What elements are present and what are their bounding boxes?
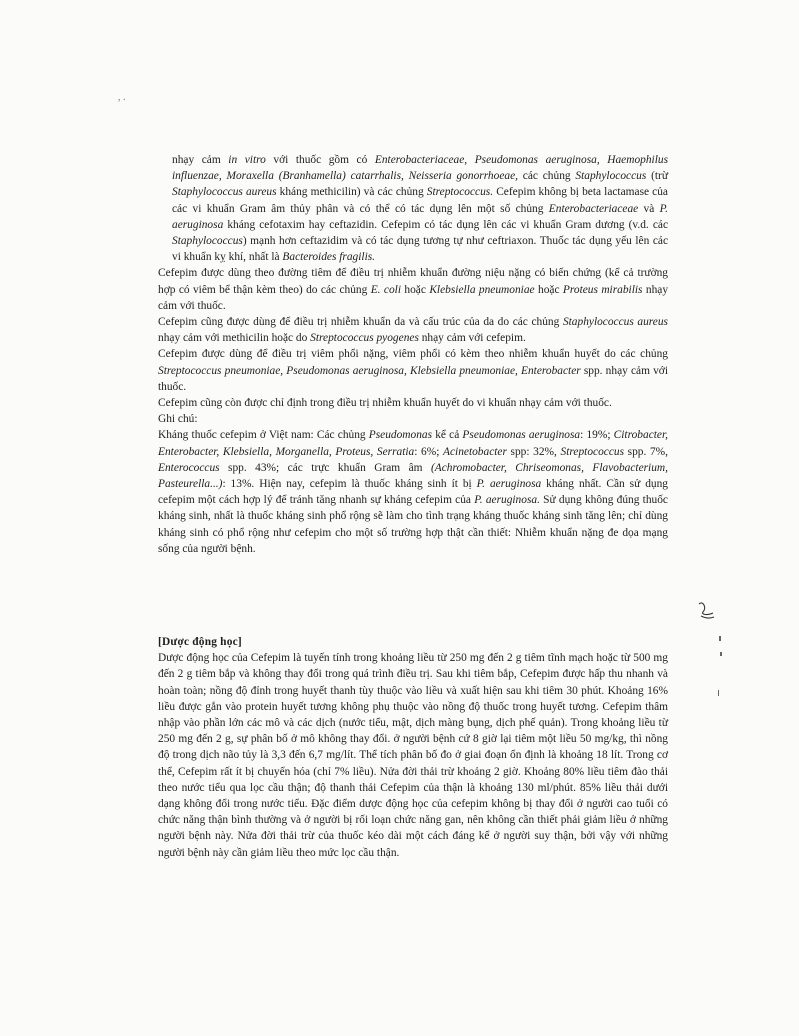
paragraph-pharmacokinetics: Dược động học của Cefepim là tuyến tính trong khoảng liều từ 250 mg đến 2 g tiêm tĩnh mạch hoặc từ 500 mg đến 2 g tiêm bắp và không thay đổi trong quá trình điều trị. Sau khi tiêm bắp, Cefepim được hấp thu nhanh và hoàn toàn; nồng độ đỉnh trong huyết thanh tùy thuộc vào liều và xuất hiện sau khi tiêm 30 phút. Khoảng 16% liều được gắn vào protein huyết tương không phụ thuộc vào nồng độ thuốc trong huyết tương. Cefepim thâm nhập vào phần lớn các mô và các dịch (nước tiểu, mật, dịch màng bụng, dịch phế quản). Trong khoảng liều từ 250 mg đến 2 g, sự phân bố ở mô không thay đổi. ở người bệnh cứ 8 giờ lại tiêm một liều 50 mg/kg, thì nồng độ trong dịch não tủy là 3,3 đến 6,7 mg/lít. Thể tích phân bố đo ở giai đoạn ổn định là khoảng 18 lít. Trong cơ thể, Cefepim rất ít bị chuyển hóa (chỉ 7% liều). Nửa đời thải trừ khoảng 2 giờ. Khoảng 80% liều tiêm đào thải theo nước tiểu qua lọc cầu thận; độ thanh thải Cefepim của thận là khoảng 130 ml/phút. 85% liều thải dưới dạng không đổi trong nước tiểu. Đặc điểm dược động học của cefepim không bị thay đổi ở người cao tuổi có chức năng thận bình thường và ở người bị rối loạn chức năng gan, nên không cần thiết phải giảm liều ở những người bệnh này. Nửa đời thải trừ của thuốc kéo dài một cách đáng kể ở người suy thận, bởi vậy với những người bệnh này cần giảm liều theo mức lọc cầu thận. <box>158 652 668 859</box>
margin-mark <box>720 652 722 656</box>
paragraph-pneumonia: Cefepim được dùng để điều trị viêm phổi nặng, viêm phổi có kèm theo nhiễm khuẩn huyết do các chủng Streptococcus pneumoniae, Pseudomonas aeruginosa, Klebsiella pneumoniae, Enterobacter spp. nhạy cảm với thuốc. <box>158 348 668 393</box>
paragraph-resistance: Kháng thuốc cefepim ở Việt nam: Các chủng Pseudomonas kể cả Pseudomonas aeruginosa: 19%; Citrobacter, Enterobacter, Klebsiella, Morganella, Proteus, Serratia: 6%; Acinetobacter spp: 32%, Streptococcus spp. 7%, Enterococcus spp. 43%; các trực khuẩn Gram âm (Achromobacter, Chriseomonas, Flavobacterium, Pasteurella...): 13%. Hiện nay, cefepim là thuốc kháng sinh ít bị P. aeruginosa kháng nhất. Cần sử dụng cefepim một cách hợp lý để tránh tăng nhanh sự kháng cefepim của P. aeruginosa. Sử dụng không đúng thuốc kháng sinh, nhất là thuốc kháng sinh phổ rộng sẽ làm cho tình trạng kháng thuốc kháng sinh tăng lên; chỉ dùng kháng sinh có phổ rộng như cefepim cho một số trường hợp thật cần thiết: Nhiễm khuẩn nặng đe dọa mạng sống của người bệnh. <box>158 429 668 555</box>
paragraph-spectrum: nhạy cảm in vitro với thuốc gồm có Enterobacteriaceae, Pseudomonas aeruginosa, Haemophilus influenzae, Moraxella (Branhamella) catarrhalis, Neisseria gonorrhoeae, các chủng Staphylococcus (trừ Staphylococcus aureus kháng methicilin) và các chủng Streptococcus. Cefepim không bị beta lactamase của các vi khuẩn Gram âm thủy phân và có thể có tác dụng lên một số chủng Enterobacteriaceae và P. aeruginosa kháng cefotaxim hay ceftazidin. Cefepim có tác dụng lên các vi khuẩn Gram dương (v.d. các Staphylococcus) mạnh hơn ceftazidim và có tác dụng tương tự như ceftriaxon. Thuốc tác dụng yếu lên các vi khuẩn kỵ khí, nhất là Bacteroides fragilis. <box>172 154 668 264</box>
section-heading: [Dược động học] <box>158 636 242 648</box>
pharmacokinetics-block <box>158 634 668 861</box>
note-label: Ghi chú: <box>158 413 198 426</box>
paragraph-urinary: Cefepim được dùng theo đường tiêm để điều trị nhiễm khuẩn đường niệu nặng có biến chứng (kể cả trường hợp có viêm bể thận kèm theo) do các chủng E. coli hoặc Klebsiella pneumoniae hoặc Proteus mirabilis nhạy cảm với thuốc. <box>158 267 669 312</box>
initials-signature <box>697 598 717 620</box>
margin-mark <box>718 690 719 696</box>
paragraph-sepsis: Cefepim cũng còn được chỉ định trong điều trị nhiễm khuẩn huyết do vi khuẩn nhạy cảm với thuốc. <box>158 397 612 410</box>
margin-mark <box>719 636 721 641</box>
scan-mark: , . <box>118 92 126 103</box>
paragraph-skin: Cefepim cũng được dùng để điều trị nhiễm khuẩn da và cấu trúc của da do các chủng Staphylococcus aureus nhạy cảm với methicilin hoặc do Streptococcus pyogenes nhạy cảm với cefepim. <box>158 316 668 345</box>
main-text-block <box>158 152 668 557</box>
